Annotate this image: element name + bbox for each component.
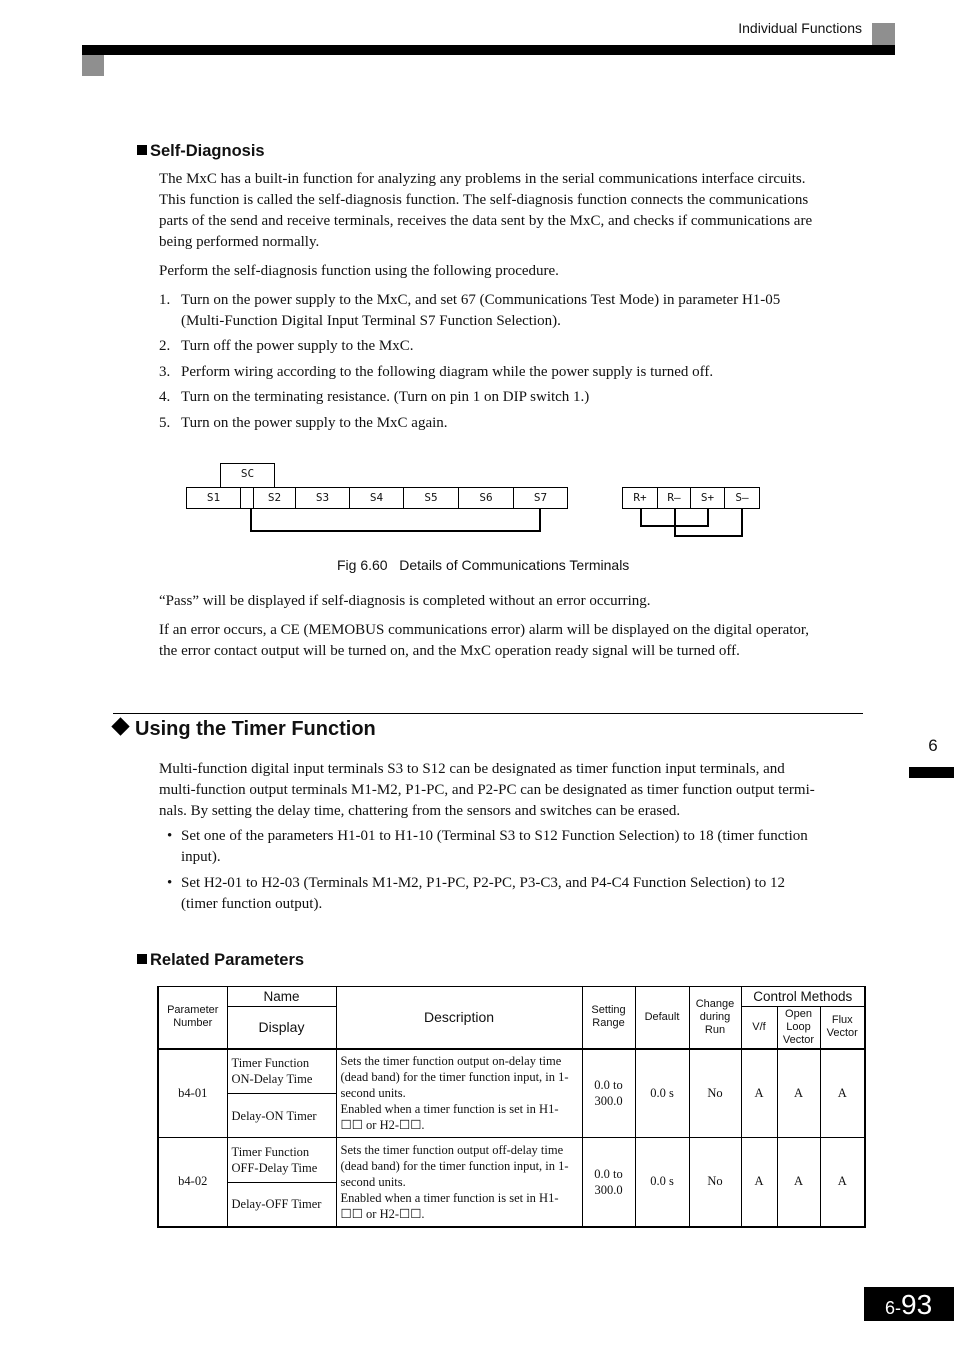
step-text: Turn on the terminating resistance. (Turn on pin 1 on DIP switch 1.) (181, 389, 590, 405)
page-number-box (864, 1287, 954, 1321)
terminal-spacer (240, 487, 254, 509)
step-text: Turn off the power supply to the MxC. (181, 338, 414, 354)
terminal-s2: S2 (253, 487, 296, 509)
section-rule (113, 713, 863, 714)
step-number: 2. (159, 338, 171, 354)
header-setting-range: Setting Range (582, 987, 635, 1049)
square-bullet-icon (137, 954, 147, 964)
jumper-wire (539, 509, 541, 532)
param-setting-range: 0.0 to 300.0 (582, 1138, 635, 1227)
param-default: 0.0 s (635, 1049, 689, 1138)
terminal-r-minus: R— (657, 487, 691, 509)
param-number: b4-01 (158, 1049, 227, 1138)
header-description: Description (336, 987, 582, 1049)
param-default: 0.0 s (635, 1138, 689, 1227)
terminal-s1: S1 (186, 487, 241, 509)
param-name: Timer Function OFF-Delay Time (227, 1138, 336, 1183)
param-description: Sets the timer function output off-delay time (dead band) for the timer function input, in 1- second units. Enabled when a timer function is set in H1- ☐☐ or H2-☐☐. (336, 1138, 582, 1227)
step-text: Perform wiring according to the following diagram while the power supply is turned off. (181, 364, 714, 380)
header-control-methods: Control Methods (741, 987, 865, 1007)
header-flux-vector: Flux Vector (820, 1007, 865, 1049)
terminal-s3: S3 (295, 487, 350, 509)
header-display: Display (227, 1007, 336, 1049)
step-number: 5. (159, 415, 171, 431)
param-flux-vector: A (820, 1138, 865, 1227)
param-vf: A (741, 1138, 777, 1227)
header-gray-block-left (82, 55, 104, 76)
param-name: Timer Function ON-Delay Time (227, 1049, 336, 1094)
related-parameters-heading: Related Parameters (137, 951, 304, 970)
figure-caption: Fig 6.60 Details of Communications Terminals (337, 557, 630, 573)
table-row (158, 1049, 865, 1094)
step-text: Turn on the power supply to the MxC, and set 67 (Communications Test Mode) in parameter H1-05 (Multi-Function Digital Input Terminal S7 Function Selection). (181, 292, 781, 329)
terminal-s4: S4 (349, 487, 404, 509)
loop-wire (674, 535, 743, 537)
chapter-tab-bar (909, 767, 954, 778)
step-text: Turn on the power supply to the MxC again. (181, 415, 448, 431)
timer-section-heading: Using the Timer Function (108, 718, 376, 741)
header-gray-block (872, 23, 895, 45)
terminal-s7: S7 (513, 487, 568, 509)
header-vf: V/f (741, 1007, 777, 1049)
bullet-dot: • (167, 875, 173, 891)
header-default: Default (635, 987, 689, 1049)
bullet-text: Set H2-01 to H2-03 (Terminals M1-M2, P1-PC, P2-PC, P3-C3, and P4-C4 Function Selection) to 12 (timer function output). (181, 875, 785, 912)
chapter-tab-number: 6 (928, 736, 938, 755)
step-number: 4. (159, 389, 171, 405)
header-open-loop-vector: Open Loop Vector (777, 1007, 820, 1049)
terminal-s6: S6 (458, 487, 514, 509)
jumper-wire (250, 530, 541, 532)
terminal-s5: S5 (403, 487, 459, 509)
jumper-wire (250, 509, 252, 532)
header-change-during-run: Change during Run (689, 987, 741, 1049)
step-number: 3. (159, 364, 171, 380)
self-diagnosis-intro: The MxC has a built-in function for analyzing any problems in the serial communications interface circuits. This function is called the self-diagnosis function. The self-diagnosis function connects the communications parts of the send and receive terminals, receives the data sent by the MxC, and checks if communications are being performed normally. (159, 171, 813, 250)
step-number: 1. (159, 292, 171, 308)
pass-text: “Pass” will be displayed if self-diagnosis is completed without an error occurring. (159, 593, 651, 609)
terminal-r-plus: R+ (622, 487, 658, 509)
error-text: If an error occurs, a CE (MEMOBUS communications error) alarm will be displayed on the digital operator, the error contact output will be turned on, and the MxC operation ready signal will be turned off. (159, 622, 810, 659)
param-number: b4-02 (158, 1138, 227, 1227)
param-change-during-run: No (689, 1049, 741, 1138)
param-change-during-run: No (689, 1138, 741, 1227)
param-open-loop-vector: A (777, 1049, 820, 1138)
bullet-dot: • (167, 828, 173, 844)
param-flux-vector: A (820, 1049, 865, 1138)
related-parameters-table (157, 986, 866, 1228)
self-diagnosis-heading: Self-Diagnosis (137, 142, 265, 161)
header-section-title: Individual Functions (738, 20, 862, 36)
header-parameter-number: Parameter Number (158, 987, 227, 1049)
param-open-loop-vector: A (777, 1138, 820, 1227)
param-setting-range: 0.0 to 300.0 (582, 1049, 635, 1138)
square-bullet-icon (137, 145, 147, 155)
bullet-text: Set one of the parameters H1-01 to H1-10 (Terminal S3 to S12 Function Selection) to 18 (timer function input). (181, 828, 808, 865)
terminal-s-plus: S+ (690, 487, 725, 509)
diamond-bullet-icon (111, 717, 129, 735)
param-display: Delay-ON Timer (227, 1094, 336, 1138)
terminal-sc: SC (220, 463, 275, 487)
terminal-s-minus: S— (724, 487, 760, 509)
timer-intro: Multi-function digital input terminals S3 to S12 can be designated as timer function input terminals, and multi-function output terminals M1-M2, P1-PC, and P2-PC can be designated as timer function output termi- nals. By setting the delay time, chattering from the sensors and switches can be erased. (159, 761, 815, 819)
param-description: Sets the timer function output on-delay time (dead band) for the timer function input, in 1- second units. Enabled when a timer function is set in H1- ☐☐ or H2-☐☐. (336, 1049, 582, 1138)
table-row (158, 1138, 865, 1183)
loop-wire (674, 509, 676, 537)
header-rule (82, 45, 895, 55)
loop-wire (741, 509, 743, 537)
param-display: Delay-OFF Timer (227, 1183, 336, 1227)
param-vf: A (741, 1049, 777, 1138)
header-name: Name (227, 987, 336, 1007)
procedure-intro: Perform the self-diagnosis function using the following procedure. (159, 263, 559, 279)
page-number: 6-93 (885, 1289, 933, 1320)
